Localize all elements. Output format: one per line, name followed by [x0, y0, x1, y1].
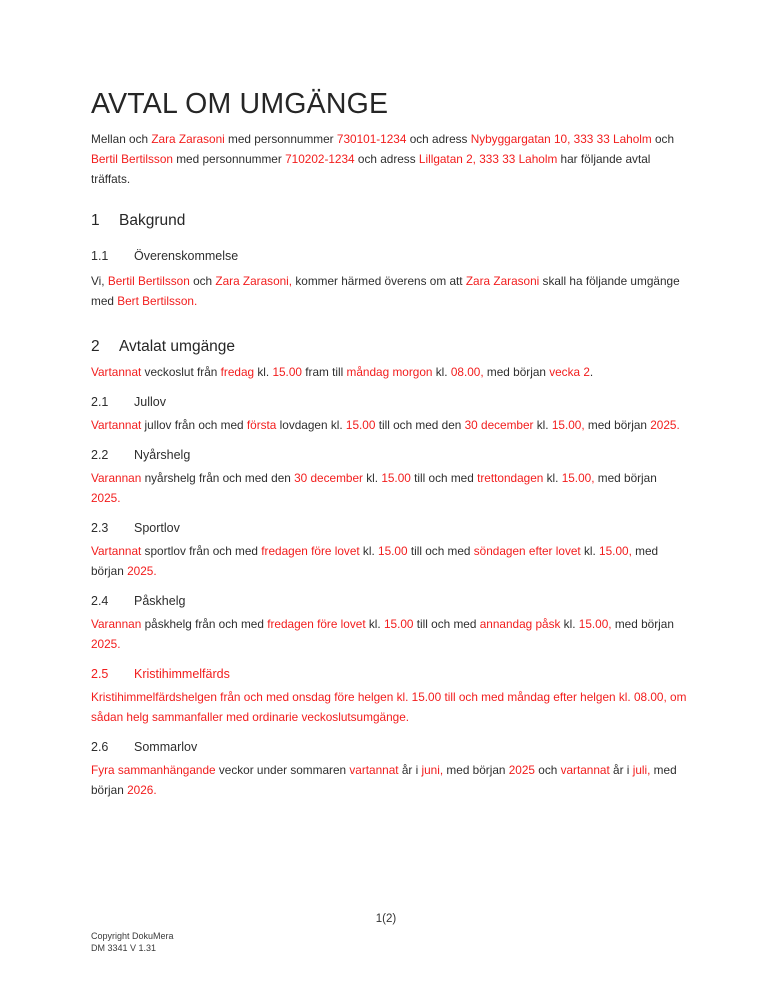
body-paragraph-overenskommelse: [91, 271, 688, 311]
section-heading-bakgrund: [91, 210, 688, 232]
text-run: kl.: [359, 544, 379, 558]
subsection-number: 2.5: [91, 667, 109, 681]
fill-in-value: 730101-1234: [336, 132, 407, 146]
fill-in-value: 15.00: [383, 617, 414, 631]
fill-in-value: 15.00,: [561, 471, 595, 485]
fill-in-value: 710202-1234: [285, 152, 355, 166]
subsection-title: Sportlov: [134, 521, 180, 535]
text-run: och: [534, 763, 561, 777]
text-run: påskhelg från och med: [141, 617, 268, 631]
text-run: Mellan och: [91, 132, 152, 146]
fill-in-value: 2026.: [127, 783, 157, 797]
fill-in-value: juni,: [421, 763, 444, 777]
fill-in-value: vartannat: [349, 763, 399, 777]
subsection-number: 2.2: [91, 448, 109, 462]
fill-in-value: vecka 2: [549, 365, 590, 379]
fill-in-value: Vartannat: [91, 365, 142, 379]
text-run: kl.: [254, 365, 273, 379]
text-run: och adress: [354, 152, 419, 166]
body-paragraph-sommarlov: [91, 760, 688, 800]
fill-in-value: Kristihimmelfärdshelgen från och med onsdag före helgen kl. 15.00 till och med måndag efter helgen kl. 08.00, om sådan helg sammanfaller med ordinarie veckoslutsumgänge.: [91, 690, 687, 724]
fill-in-value: 30 december: [464, 418, 534, 432]
subsection-number: 2.4: [91, 594, 109, 608]
text-run: kl.: [560, 617, 579, 631]
section-title: Bakgrund: [119, 212, 186, 229]
fill-in-value: 15.00: [272, 365, 302, 379]
text-run: kl.: [543, 471, 562, 485]
document-content: [91, 0, 688, 800]
subsection-number: 1.1: [91, 249, 109, 263]
text-run: med början: [91, 544, 659, 578]
fill-in-value: fredagen före lovet: [267, 617, 366, 631]
text-run: med början: [443, 763, 509, 777]
body-paragraph-paskhelg: [91, 614, 688, 654]
fill-in-value: 08.00,: [450, 365, 484, 379]
copyright-notice: [91, 931, 174, 954]
body-paragraph-veckoslut: [91, 362, 688, 382]
text-run: med början: [91, 763, 677, 797]
subsection-heading-sommarlov: [91, 738, 688, 756]
fill-in-value: juli,: [632, 763, 651, 777]
fill-in-value: annandag påsk: [479, 617, 561, 631]
text-run: har följande avtal träffats.: [91, 152, 651, 186]
fill-in-value: fredagen före lovet: [261, 544, 360, 558]
fill-in-value: Lillgatan 2, 333 33 Laholm: [418, 152, 558, 166]
fill-in-value: 15.00,: [551, 418, 585, 432]
fill-in-value: 2025.: [650, 418, 680, 432]
fill-in-value: 2025: [508, 763, 535, 777]
document-version: DM 3341 V 1.31: [91, 942, 157, 953]
text-run: veckor under sommaren: [215, 763, 350, 777]
fill-in-value: Bert Bertilsson.: [117, 294, 198, 308]
text-run: veckoslut från: [141, 365, 221, 379]
fill-in-value: vartannat: [560, 763, 610, 777]
fill-in-value: Vartannat: [91, 544, 142, 558]
intro-paragraph: [91, 129, 688, 189]
text-run: kl.: [533, 418, 552, 432]
subsection-title: Jullov: [134, 395, 166, 409]
section-number: 1: [91, 212, 100, 229]
text-run: med början: [483, 365, 550, 379]
fill-in-value: 15.00,: [578, 617, 612, 631]
fill-in-value: Bertil Bertilsson: [107, 274, 190, 288]
fill-in-value: 15.00: [378, 544, 408, 558]
fill-in-value: Zara Zarasoni,: [215, 274, 293, 288]
text-run: och: [651, 132, 675, 146]
subsection-heading-nyarshelg: [91, 446, 688, 464]
text-run: med personnummer: [172, 152, 286, 166]
section-number: 2: [91, 338, 100, 355]
fill-in-value: Zara Zarasoni: [151, 132, 225, 146]
fill-in-value: 15.00: [345, 418, 376, 432]
text-run: med personnummer: [224, 132, 337, 146]
subsection-heading-sportlov: [91, 519, 688, 537]
section-title: Avtalat umgänge: [119, 338, 236, 355]
subsection-title: Sommarlov: [134, 740, 198, 754]
subsection-title: Påskhelg: [134, 594, 186, 608]
body-paragraph-sportlov: [91, 541, 688, 581]
subsection-title: Överenskommelse: [134, 249, 239, 263]
text-run: skall ha följande umgänge med: [91, 274, 680, 308]
subsection-heading-overenskommelse: [91, 247, 688, 265]
fill-in-value: Fyra sammanhängande: [91, 763, 216, 777]
text-run: fram till: [301, 365, 347, 379]
text-run: till och med: [413, 617, 480, 631]
subsection-heading-kristihimmelfards: [91, 665, 688, 683]
fill-in-value: Varannan: [91, 471, 142, 485]
text-run: år i: [398, 763, 422, 777]
page-number: 1(2): [375, 913, 397, 925]
text-run: och adress: [406, 132, 471, 146]
text-run: sportlov från och med: [141, 544, 262, 558]
text-run: jullov från och med: [141, 418, 247, 432]
subsection-number: 2.6: [91, 740, 109, 754]
fill-in-value: 15.00,: [599, 544, 632, 558]
text-run: Vi,: [91, 274, 108, 288]
fill-in-value: söndagen efter lovet: [473, 544, 581, 558]
text-run: kommer härmed överens om att: [292, 274, 466, 288]
text-run: .: [589, 365, 594, 379]
fill-in-value: 2025.: [127, 564, 157, 578]
text-run: kl.: [580, 544, 600, 558]
text-run: och: [189, 274, 216, 288]
text-run: till och med: [407, 544, 474, 558]
fill-in-value: Vartannat: [91, 418, 142, 432]
subsection-title: Nyårshelg: [134, 448, 191, 462]
fill-in-value: Zara Zarasoni: [465, 274, 540, 288]
fill-in-value: Nybyggargatan 10, 333 33 Laholm: [470, 132, 652, 146]
body-paragraph-kristihimmelfards: [91, 687, 688, 727]
fill-in-value: 2025.: [91, 637, 121, 651]
subsection-number: 2.3: [91, 521, 109, 535]
fill-in-value: 15.00: [381, 471, 411, 485]
subsection-number: 2.1: [91, 395, 109, 409]
fill-in-value: Varannan: [91, 617, 142, 631]
text-run: till och med den: [375, 418, 465, 432]
fill-in-value: 2025.: [91, 491, 121, 505]
text-run: med början: [584, 418, 651, 432]
subsection-title: Kristihimmelfärds: [134, 667, 230, 681]
fill-in-value: fredag: [220, 365, 255, 379]
text-run: med början: [594, 471, 657, 485]
text-run: till och med: [410, 471, 478, 485]
text-run: lovdagen kl.: [276, 418, 346, 432]
fill-in-value: första: [246, 418, 277, 432]
fill-in-value: måndag morgon: [346, 365, 433, 379]
text-run: kl.: [365, 617, 384, 631]
fill-in-value: trettondagen: [477, 471, 544, 485]
subsection-heading-jullov: [91, 393, 688, 411]
document-title: AVTAL OM UMGÄNGE: [91, 88, 389, 120]
text-run: med början: [611, 617, 674, 631]
subsection-heading-paskhelg: [91, 592, 688, 610]
text-run: kl.: [432, 365, 451, 379]
fill-in-value: Bertil Bertilsson: [91, 152, 173, 166]
section-heading-avtalat-umgange: [91, 336, 688, 358]
text-run: nyårshelg från och med den: [141, 471, 295, 485]
fill-in-value: 30 december: [294, 471, 363, 485]
text-run: år i: [609, 763, 633, 777]
body-paragraph-jullov: [91, 415, 688, 435]
copyright-line: Copyright DokuMera: [91, 931, 174, 941]
text-run: kl.: [362, 471, 382, 485]
body-paragraph-nyarshelg: [91, 468, 688, 508]
